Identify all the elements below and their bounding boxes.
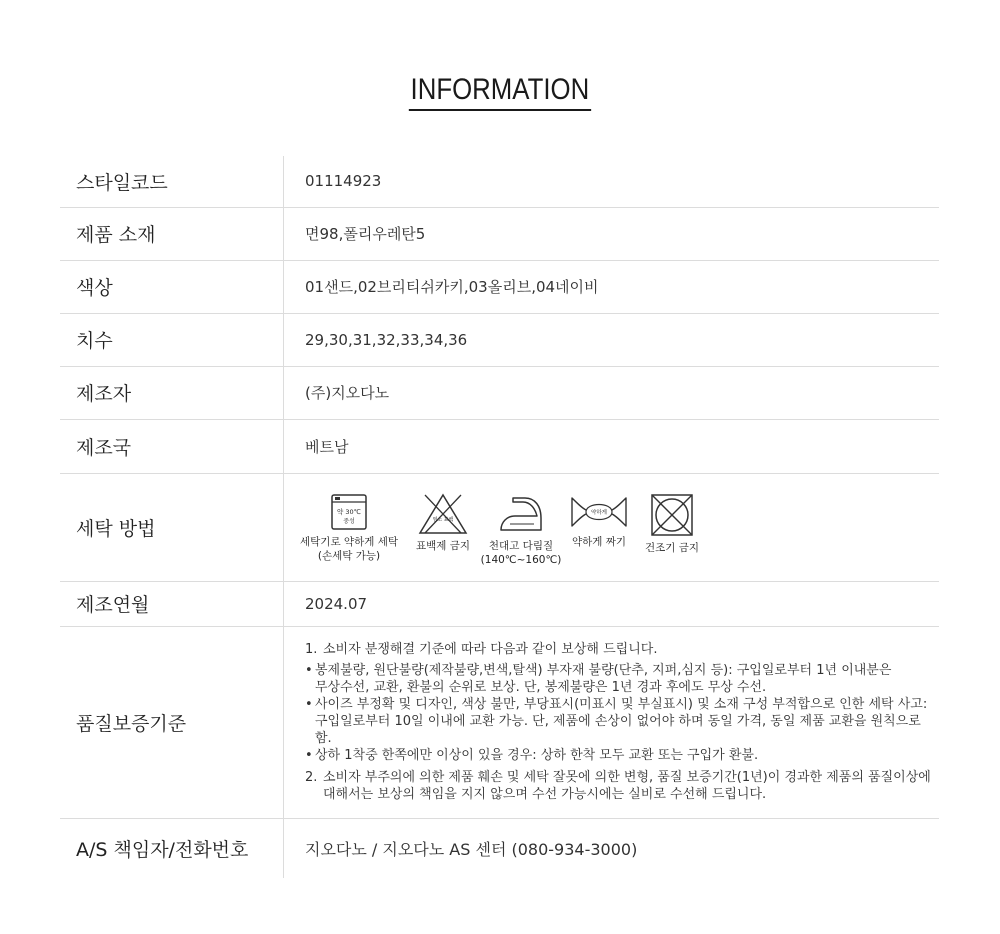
row-quality	[60, 626, 939, 818]
bleach-icon-text: 염소 표백	[432, 516, 454, 523]
row-country	[60, 419, 939, 473]
quality-item-1-num: 1.	[305, 642, 318, 657]
value-color: 01샌드,02브리티쉬카키,03올리브,04네이비	[284, 260, 940, 313]
care-wring	[569, 492, 629, 549]
machine-wash-icon	[329, 492, 369, 532]
value-style-code: 01114923	[284, 156, 940, 207]
wash-label	[300, 535, 398, 563]
care-symbols	[300, 488, 939, 567]
bleach-label: 표백제 금지	[415, 539, 471, 552]
quality-bullet: • 사이즈 부정확 및 디자인, 색상 불만, 부당표시(미표시 및 부실표시) 및 소재 구성 부적합으로 인한 세탁 사고: 구입일로부터 10일 이내에 교환 가능. 단, 제품에 손상이 없어야 하며 동일 가격, 동일 제품 교환을 원칙으로 함.	[305, 696, 939, 747]
page-title-wrap	[0, 72, 1000, 111]
wring-icon-text: 약하게	[591, 509, 607, 516]
quality-bullet: • 상하 1착중 한쪽에만 이상이 있을 경우: 상하 한착 모두 교환 또는 구입가 환불.	[305, 748, 759, 763]
label-maker: 제조자	[60, 366, 284, 419]
value-material: 면98,폴리우레탄5	[284, 207, 940, 260]
iron-label	[481, 539, 562, 567]
quality-item-2-num: 2.	[305, 770, 318, 785]
value-country: 베트남	[284, 419, 940, 473]
label-as: A/S 책임자/전화번호	[60, 818, 284, 878]
row-date	[60, 581, 939, 626]
page-title: INFORMATION	[409, 72, 591, 111]
label-material: 제품 소재	[60, 207, 284, 260]
bullet-3-line1: 상하 1착중 한쪽에만 이상이 있을 경우: 상하 한착 모두 교환 또는 구입가 환불.	[315, 748, 759, 763]
quality-item-2	[305, 769, 939, 803]
value-quality	[284, 626, 940, 818]
quality-item-2-line2: 대해서는 보상의 책임을 지지 않으며 수선 가능시에는 실비로 수선해 드립니다.	[323, 787, 767, 802]
care-iron	[481, 492, 561, 567]
quality-bullet: • 봉제불량, 원단불량(제작불량,변색,탈색) 부자재 불량(단추, 지퍼,심지 등): 구입일로부터 1년 이내분은 무상수선, 교환, 환불의 순위로 보상. 단, 봉제불량은 1년 경과 후에도 무상 수선.	[305, 663, 892, 695]
bullet-2-line1: 사이즈 부정확 및 디자인, 색상 불만, 부당표시(미표시 및 부실표시) 및 소재 구성 부적합으로 인한 세탁 사고:	[315, 697, 928, 712]
quality-bullets	[305, 662, 939, 764]
wash-temp-text: 약 30℃	[337, 507, 361, 516]
care-bleach	[415, 492, 471, 553]
row-washing	[60, 473, 939, 581]
value-as: 지오다노 / 지오다노 AS 센터 (080-934-3000)	[305, 839, 638, 859]
value-maker: (주)지오다노	[284, 366, 940, 419]
label-date: 제조연월	[60, 581, 284, 626]
wash-neutral-text: 중성	[343, 517, 355, 525]
label-washing: 세탁 방법	[60, 473, 284, 581]
row-style-code	[60, 156, 939, 207]
row-as	[60, 818, 939, 878]
gentle-wring-icon	[568, 492, 630, 532]
bullet-1-line1: 봉제불량, 원단불량(제작불량,변색,탈색) 부자재 불량(단추, 지퍼,심지 등): 구입일로부터 1년 이내분은	[315, 663, 892, 678]
info-table	[60, 156, 939, 878]
bullet-1-line2: 무상수선, 교환, 환불의 순위로 보상. 단, 봉제불량은 1년 경과 후에도 무상 수선.	[315, 680, 767, 695]
iron-label-line1: 천대고 다림질	[488, 539, 554, 552]
iron-label-line2: (140℃~160℃)	[480, 553, 562, 566]
label-style-code: 스타일코드	[60, 156, 284, 207]
value-size: 29,30,31,32,33,34,36	[284, 313, 940, 366]
label-country: 제조국	[60, 419, 284, 473]
value-washing	[284, 473, 940, 581]
quality-item-1	[305, 641, 939, 658]
quality-item-2-line1: 소비자 부주의에 의한 제품 훼손 및 세탁 잘못에 의한 변형, 품질 보증기간(1년)이 경과한 제품의 품질이상에	[323, 770, 931, 785]
quality-text	[305, 641, 939, 803]
dry-label: 건조기 금지	[644, 541, 700, 554]
row-maker	[60, 366, 939, 419]
wring-label: 약하게 짜기	[571, 535, 627, 548]
quality-item-1-text: 소비자 분쟁해결 기준에 따라 다음과 같이 보상해 드립니다.	[323, 642, 658, 657]
value-date: 2024.07	[284, 581, 940, 626]
no-tumble-dry-icon	[649, 492, 695, 538]
label-size: 치수	[60, 313, 284, 366]
wash-label-line1: 세탁기로 약하게 세탁	[300, 535, 398, 548]
wash-label-line2: (손세탁 가능)	[317, 549, 381, 562]
label-quality: 품질보증기준	[60, 626, 284, 818]
care-dry	[643, 492, 701, 555]
bullet-2-line2: 구입일로부터 10일 이내에 교환 가능. 단, 제품에 손상이 없어야 하며 동일 가격, 동일 제품 교환을 원칙으로 함.	[315, 714, 921, 746]
iron-icon	[497, 492, 545, 536]
care-wash	[300, 492, 398, 563]
no-bleach-icon	[417, 492, 469, 536]
row-material	[60, 207, 939, 260]
row-color	[60, 260, 939, 313]
label-color: 색상	[60, 260, 284, 313]
row-size	[60, 313, 939, 366]
